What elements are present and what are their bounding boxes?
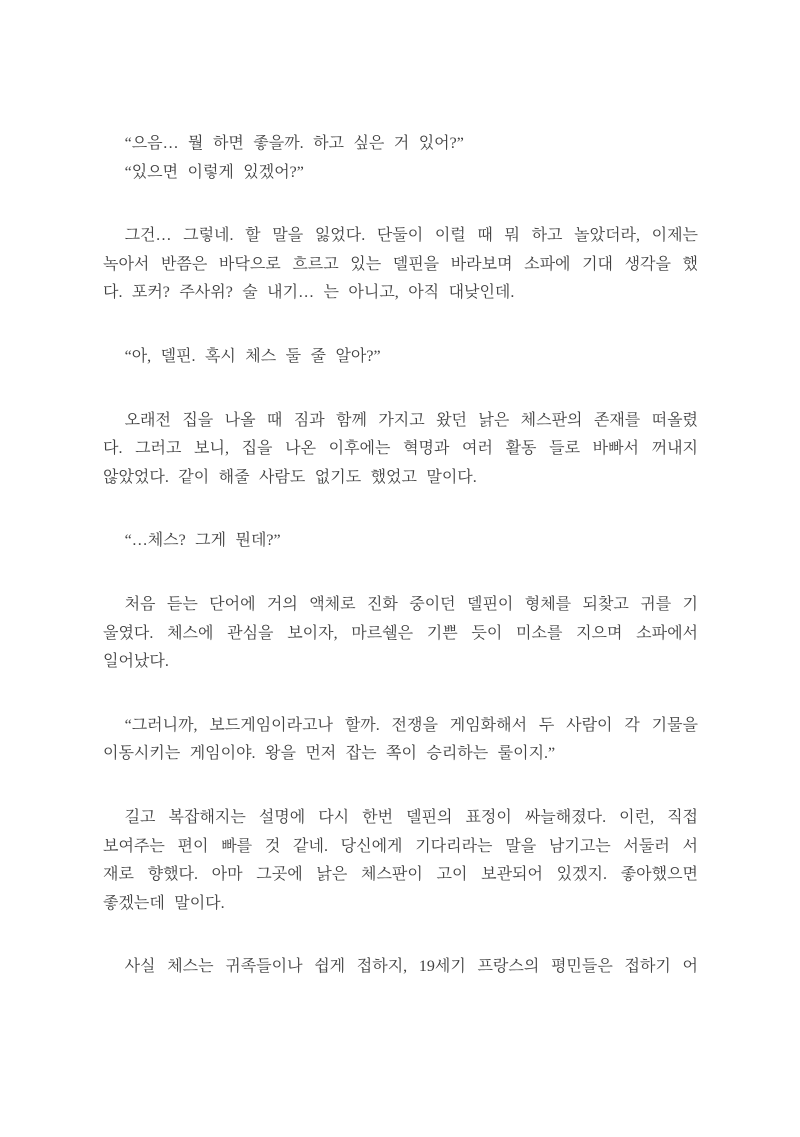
text-line: 울였다. 체스에 관심을 보이자, 마르쉘은 기쁜 듯이 미소를 지으며 소파에서 — [103, 624, 699, 642]
narration-paragraph — [103, 222, 698, 308]
text-line: 사실 체스는 귀족들이나 쉽게 접하지, 19세기 프랑스의 평민들은 접하기 어 — [124, 958, 698, 976]
text-line: “으음… 뭘 하면 좋을까. 하고 싶은 거 있어?” — [124, 135, 464, 152]
text-line: 다. 그러고 보니, 집을 나온 이후에는 혁명과 여러 활동 들로 바빠서 꺼내지 — [103, 440, 698, 458]
dialogue-paragraph — [103, 712, 698, 769]
text-line: 처음 듣는 단어에 거의 액체로 진화 중이던 델핀이 형체를 되찾고 귀를 기 — [124, 595, 698, 613]
narration-paragraph — [103, 407, 698, 493]
text-line: “있으면 이렇게 있겠어?” — [124, 163, 304, 181]
text-line: 오래전 집을 나올 때 짐과 함께 가지고 왔던 낡은 체스판의 존재를 떠올렸 — [124, 411, 698, 429]
text-line: “아, 델핀. 혹시 체스 둘 줄 알아?” — [124, 347, 381, 365]
text-line: 녹아서 반쯤은 바닥으로 흐르고 있는 델핀을 바라보며 소파에 기대 생각을 했 — [103, 255, 698, 273]
text-line: 일어났다. — [103, 653, 169, 671]
dialogue-paragraph — [103, 130, 698, 187]
document-page — [103, 130, 698, 982]
text-line: “그러니까, 보드게임이라고나 할까. 전쟁을 게임화해서 두 사람이 각 기물을 — [124, 716, 698, 734]
text-line: 좋겠는데 말이다. — [103, 894, 225, 912]
narration-paragraph — [103, 953, 698, 982]
text-line: 그건… 그렇네. 할 말을 잃었다. 단둘이 이럴 때 뭐 하고 놀았더라, 이제는 — [124, 227, 698, 245]
narration-paragraph — [103, 591, 698, 677]
text-line: 않았었다. 같이 해줄 사람도 없기도 했었고 말이다. — [103, 468, 477, 486]
text-line: 재로 향했다. 아마 그곳에 낡은 체스판이 고이 보관되어 있겠지. 좋아했으면 — [103, 866, 698, 884]
dialogue-paragraph — [103, 343, 698, 372]
dialogue-paragraph — [103, 527, 698, 556]
narration-paragraph — [103, 804, 698, 918]
text-line: 다. 포커? 주사위? 술 내기… 는 아니고, 아직 대낮인데. — [103, 284, 515, 302]
text-line: “…체스? 그게 뭔데?” — [124, 532, 281, 550]
text-line: 보여주는 편이 빠를 것 같네. 당신에게 기다리라는 말을 남기고는 서둘러 서 — [103, 837, 698, 855]
text-line: 이동시키는 게임이야. 왕을 먼저 잡는 쪽이 승리하는 룰이지.” — [103, 745, 556, 763]
text-line: 길고 복잡해지는 설명에 다시 한번 델핀의 표정이 싸늘해졌다. 이런, 직접 — [124, 808, 698, 826]
